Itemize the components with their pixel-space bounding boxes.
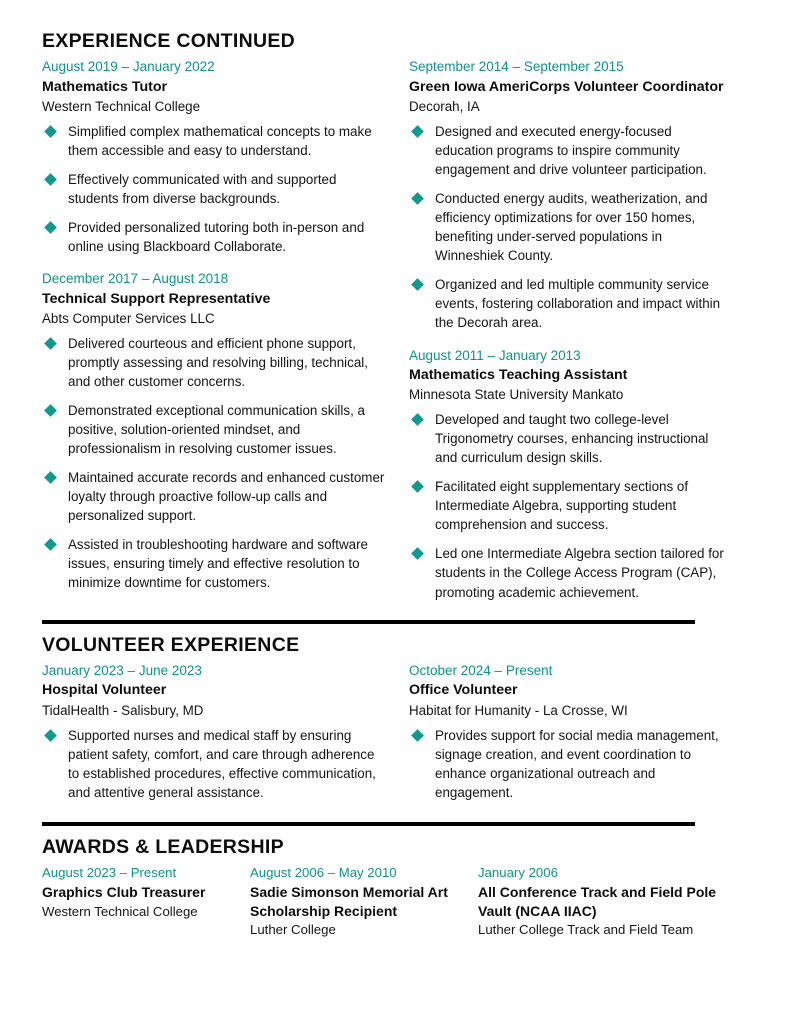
entry-date: September 2014 – September 2015 [409,59,624,75]
entry-bullet-list [409,726,727,802]
section-experience [42,30,749,602]
entry-role: Mathematics Tutor [42,78,168,95]
entry-role: Office Volunteer [409,682,518,699]
diamond-bullet-icon [411,548,424,561]
list-item [42,334,389,391]
diamond-bullet-icon [44,539,57,552]
award-organization: Luther College [250,922,336,938]
award-organization: Western Technical College [42,903,198,919]
award-entry [250,864,478,939]
diamond-bullet-icon [411,729,424,742]
diamond-bullet-icon [44,404,57,417]
bullet-text: Conducted energy audits, weatherization, and efficiency optimizations for over 150 homes, benefiting under-served populations in Winneshiek County. [435,191,708,264]
diamond-bullet-icon [411,480,424,493]
experience-columns [42,58,749,601]
section-divider-awards [42,822,695,826]
experience-left-column [42,58,397,601]
volunteer-left-column [42,662,397,802]
bullet-text: Provided personalized tutoring both in-person and online using Blackboard Collaborate. [68,220,365,255]
page-title-experience: EXPERIENCE CONTINUED [42,30,296,52]
bullet-text: Demonstrated exceptional communication skills, a positive, solution-oriented mindset, and professionalism in resolving customer issues. [68,403,365,457]
list-item [409,189,727,265]
list-item [42,401,389,458]
section-awards [42,836,749,939]
list-item [42,468,389,525]
award-title: Graphics Club Treasurer [42,884,206,901]
bullet-text: Effectively communicated with and supported students from diverse backgrounds. [68,172,337,207]
entry-organization: Abts Computer Services LLC [42,311,215,327]
list-item [42,218,389,256]
entry-date: January 2023 – June 2023 [42,662,202,678]
experience-entry [42,270,389,592]
diamond-bullet-icon [44,337,57,350]
volunteer-entry [409,662,727,802]
entry-date: August 2019 – January 2022 [42,59,215,75]
list-item [409,544,727,601]
entry-date: December 2017 – August 2018 [42,271,229,287]
entry-organization: TidalHealth - Salisbury, MD [42,702,204,718]
entry-organization: Habitat for Humanity - La Crosse, WI [409,702,628,718]
entry-date: October 2024 – Present [409,662,553,678]
entry-bullet-list [409,122,727,332]
list-item [409,726,727,802]
entry-role: Mathematics Teaching Assistant [409,366,628,383]
bullet-text: Simplified complex mathematical concepts to make them accessible and easy to understand. [68,124,372,159]
page-title-awards: AWARDS & LEADERSHIP [42,835,284,858]
list-item [42,122,389,160]
volunteer-entry [42,662,389,802]
section-divider-volunteer [42,620,695,624]
diamond-bullet-icon [44,125,57,138]
diamond-bullet-icon [44,221,57,234]
award-title: Sadie Simonson Memorial Art Scholarship Recipient [250,884,448,919]
diamond-bullet-icon [411,279,424,292]
award-title: All Conference Track and Field Pole Vault (NCAA IIAC) [478,884,717,919]
experience-entry [409,347,727,602]
list-item [42,535,389,592]
bullet-text: Maintained accurate records and enhanced customer loyalty through proactive follow-up calls and personalized support. [68,470,385,524]
entry-organization: Decorah, IA [409,99,480,115]
bullet-text: Provides support for social media management, signage creation, and event coordination to enhance organizational outreach and engagement. [435,727,719,800]
entry-bullet-list [42,726,389,802]
experience-right-column [397,58,727,601]
volunteer-right-column [397,662,727,802]
entry-date: August 2006 – May 2010 [250,865,397,881]
award-organization: Luther College Track and Field Team [478,922,694,938]
bullet-text: Designed and executed energy-focused education programs to inspire community engagement and drive volunteer participation. [435,124,707,178]
bullet-text: Developed and taught two college-level Trigonometry courses, enhancing instructional and curriculum design skills. [435,412,709,466]
entry-date: August 2023 – Present [42,865,177,881]
list-item [409,410,727,467]
experience-entry [42,58,389,256]
entry-organization: Western Technical College [42,99,201,115]
diamond-bullet-icon [411,125,424,138]
experience-entry [409,58,727,332]
entry-bullet-list [42,122,389,256]
diamond-bullet-icon [44,471,57,484]
volunteer-columns [42,662,749,802]
entry-date: January 2006 [478,865,558,881]
bullet-text: Delivered courteous and efficient phone support, promptly assessing and resolving billing, technical, and other customer concerns. [68,336,368,390]
diamond-bullet-icon [44,173,57,186]
page-title-volunteer: VOLUNTEER EXPERIENCE [42,633,300,656]
bullet-text: Facilitated eight supplementary sections of Intermediate Algebra, supporting student comprehension and success. [435,479,689,533]
diamond-bullet-icon [411,413,424,426]
bullet-text: Supported nurses and medical staff by ensuring patient safety, comfort, and care through adherence to established procedures, effective communication, and attentive general assistance. [68,727,376,800]
entry-bullet-list [42,334,389,592]
entry-role: Technical Support Representative [42,290,271,307]
bullet-text: Organized and led multiple community service events, fostering collaboration and impact within the Decorah area. [435,277,721,331]
list-item [42,170,389,208]
diamond-bullet-icon [411,192,424,205]
list-item [42,726,389,802]
entry-role: Hospital Volunteer [42,682,167,699]
entry-bullet-list [409,410,727,601]
bullet-text: Led one Intermediate Algebra section tailored for students in the College Access Program (CAP), promoting academic achievement. [435,546,724,600]
award-entry [478,864,748,939]
entry-role: Green Iowa AmeriCorps Volunteer Coordinator [409,78,724,95]
list-item [409,477,727,534]
entry-organization: Minnesota State University Mankato [409,387,624,403]
award-entry [42,864,250,939]
list-item [409,122,727,179]
bullet-text: Assisted in troubleshooting hardware and software issues, ensuring timely and effective resolution to minimize downtime for customers. [68,537,368,591]
entry-date: August 2011 – January 2013 [409,347,581,363]
diamond-bullet-icon [44,729,57,742]
awards-columns [42,864,749,939]
section-volunteer [42,634,749,802]
list-item [409,275,727,332]
